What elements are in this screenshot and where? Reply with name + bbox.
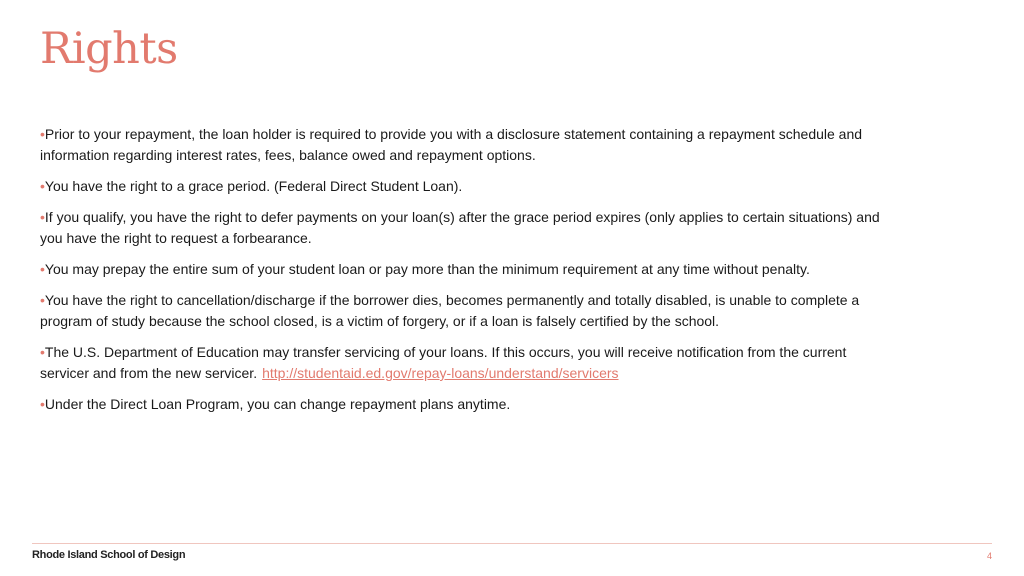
bullet-text: You have the right to cancellation/discharge if the borrower dies, becomes permanently and totally disabled, is unable to complete a program of study because the school closed, is a victim of forgery, or if a loan is falsely certified by the school. bbox=[40, 292, 860, 329]
bullet-text: Prior to your repayment, the loan holder is required to provide you with a disclosure statement containing a repayment schedule and information regarding interest rates, fees, balance owed and repayment options. bbox=[40, 126, 863, 163]
risd-logo: Rhode Island School of Design bbox=[32, 549, 186, 561]
bullet-text: Under the Direct Loan Program, you can change repayment plans anytime. bbox=[44, 396, 511, 412]
bullet-dot: • bbox=[40, 209, 45, 225]
bullet-text: You may prepay the entire sum of your student loan or pay more than the minimum requirement at any time without penalty. bbox=[44, 261, 810, 277]
bullet-dot: • bbox=[40, 292, 45, 308]
bullet-item bbox=[40, 290, 880, 332]
footer-divider bbox=[32, 543, 992, 544]
bullet-dot: • bbox=[40, 178, 45, 194]
bullet-text: You have the right to a grace period. (Federal Direct Student Loan). bbox=[44, 178, 463, 194]
bullet-text: The U.S. Department of Education may transfer servicing of your loans. If this occurs, you will receive notification from the current servicer and from the new servicer. bbox=[40, 344, 847, 381]
bullet-item bbox=[40, 124, 880, 166]
bullet-dot: • bbox=[40, 261, 45, 277]
bullet-item bbox=[40, 176, 880, 197]
page-number: 4 bbox=[986, 551, 992, 561]
bullet-text: If you qualify, you have the right to defer payments on your loan(s) after the grace period expires (only applies to certain situations) and you have the right to request a forbearance. bbox=[40, 209, 880, 246]
servicers-link[interactable]: http://studentaid.ed.gov/repay-loans/understand/servicers bbox=[262, 365, 619, 381]
bullet-dot: • bbox=[40, 126, 45, 142]
bullet-dot: • bbox=[40, 396, 45, 412]
bullet-item bbox=[40, 394, 880, 415]
bullet-item bbox=[40, 342, 880, 384]
bullet-dot: • bbox=[40, 344, 45, 360]
bullet-item bbox=[40, 207, 880, 249]
slide-title: Rights bbox=[40, 24, 178, 74]
bullet-item bbox=[40, 259, 880, 280]
bullet-list bbox=[40, 124, 880, 425]
